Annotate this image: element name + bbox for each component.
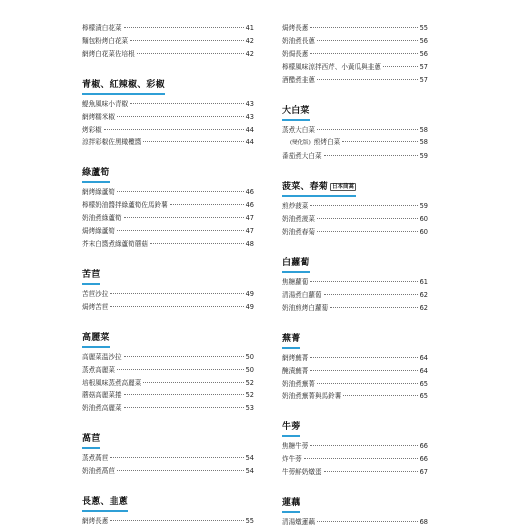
entry-title-wrap	[82, 212, 122, 225]
dot-leader	[117, 369, 244, 370]
dot-leader	[117, 116, 244, 117]
entry-title: 清湯燉蓮藕	[282, 518, 315, 527]
section-heading-text: 苦苣	[82, 269, 101, 280]
entry-page-number: 60	[419, 228, 428, 237]
toc-entry[interactable]	[82, 124, 254, 137]
entry-page-number: 44	[245, 138, 254, 147]
entry-page-number: 66	[419, 442, 428, 451]
entry-page-number: 43	[245, 99, 254, 108]
toc-entry[interactable]	[282, 124, 428, 137]
entry-page-number: 64	[419, 366, 428, 375]
entry-title: 高麗菜温沙拉	[82, 352, 122, 361]
dot-leader	[130, 40, 243, 41]
entry-title: 烤彩椒	[82, 125, 102, 134]
entry-title-wrap	[282, 466, 322, 479]
entry-title-wrap	[82, 452, 108, 465]
entry-title: 奶油煮蕪菁與馬鈴薯	[282, 392, 342, 401]
dot-leader	[317, 218, 418, 219]
toc-section	[82, 72, 254, 150]
entry-title-wrap	[82, 351, 122, 364]
entry-title-wrap	[282, 440, 308, 453]
entry-page-number: 58	[419, 138, 428, 147]
section-heading	[82, 332, 110, 348]
toc-entry[interactable]	[82, 389, 254, 402]
dot-leader	[310, 445, 417, 446]
dot-leader	[124, 356, 244, 357]
entry-title-wrap	[282, 378, 315, 391]
toc-entry[interactable]	[282, 516, 428, 529]
entry-title-wrap	[282, 289, 322, 302]
entry-page-number: 64	[419, 353, 428, 362]
toc-entry[interactable]	[282, 378, 428, 391]
toc-left-column	[82, 22, 254, 528]
entry-page-number: 65	[419, 379, 428, 388]
dot-leader	[104, 129, 244, 130]
toc-entry[interactable]	[282, 440, 428, 453]
entry-page-number: 55	[419, 24, 428, 32]
entry-page-number: 53	[245, 404, 254, 413]
entry-title: 奶油煮高麗菜	[82, 404, 122, 413]
entry-title: 奶焗長蔥	[282, 49, 309, 58]
entry-page-number: 50	[245, 365, 254, 374]
entry-title: 奶油煮蕪菁	[282, 379, 315, 388]
dot-leader	[124, 394, 244, 395]
dot-leader	[324, 155, 418, 156]
dot-leader	[110, 293, 243, 294]
entry-title: 網烤糯米椒	[82, 112, 115, 121]
toc-section	[82, 489, 254, 528]
entry-title-wrap	[282, 276, 308, 289]
toc-entry[interactable]	[282, 150, 428, 163]
toc-section	[82, 426, 254, 478]
dot-leader	[117, 230, 244, 231]
entry-title: 焦糖牛蒡	[282, 442, 309, 451]
entry-title-wrap	[282, 352, 308, 365]
toc-entry[interactable]	[82, 212, 254, 225]
toc-entry[interactable]	[82, 199, 254, 212]
dot-leader	[343, 395, 417, 396]
toc-entry[interactable]	[82, 22, 254, 35]
entry-title: 網烤蕪菁	[282, 353, 309, 362]
entry-page-number: 56	[419, 49, 428, 58]
dot-leader	[310, 281, 417, 282]
toc-section	[282, 490, 428, 529]
toc-entry[interactable]	[82, 238, 254, 251]
dot-leader	[317, 129, 418, 130]
dot-leader	[317, 79, 418, 80]
dot-leader	[310, 370, 417, 371]
toc-entry[interactable]	[82, 301, 254, 314]
entry-title-wrap	[82, 465, 115, 478]
dot-leader	[150, 243, 244, 244]
section-heading	[282, 497, 300, 513]
toc-entry[interactable]	[282, 466, 428, 479]
toc-entry[interactable]	[282, 35, 428, 48]
entry-title-wrap	[82, 238, 148, 251]
dot-leader	[110, 520, 243, 521]
entry-title-wrap	[82, 389, 122, 402]
entry-title-wrap	[282, 48, 308, 61]
entry-title: 煎炒菠菜	[282, 202, 309, 211]
toc-right-column	[282, 22, 428, 529]
section-heading	[282, 421, 300, 437]
entry-title: 檸檬漬白花菜	[82, 24, 122, 32]
dot-leader	[310, 205, 417, 206]
dot-leader	[117, 470, 244, 471]
section-heading	[82, 167, 110, 183]
dot-leader	[317, 521, 418, 522]
entry-title: 焦糖蘿蔔	[282, 277, 309, 286]
dot-leader	[170, 204, 244, 205]
section-heading-text: 青椒、紅辣椒、彩椒	[82, 79, 165, 90]
entry-title: 奶油煮萵苣	[82, 467, 115, 476]
entry-title-wrap	[282, 22, 308, 35]
dot-leader	[110, 306, 243, 307]
entry-title-wrap	[282, 61, 381, 74]
section-heading	[82, 433, 100, 449]
dot-leader	[317, 231, 418, 232]
entry-title-wrap	[282, 150, 322, 163]
entry-page-number: 48	[245, 239, 254, 248]
toc-entry[interactable]	[282, 61, 428, 74]
entry-page-number: 57	[419, 62, 428, 71]
dot-leader	[124, 407, 244, 408]
section-heading	[82, 269, 100, 285]
entry-page-number: 47	[245, 227, 254, 236]
entry-page-number: 46	[245, 201, 254, 210]
entry-title: 涼拌彩椒佐黑橄欖醬	[82, 138, 142, 147]
dot-leader	[383, 66, 418, 67]
entry-title: 焗烤苦苣	[82, 302, 109, 311]
toc-entry[interactable]	[82, 98, 254, 111]
toc-entry[interactable]	[282, 390, 428, 403]
entry-title-wrap	[282, 365, 308, 378]
entry-page-number: 68	[419, 518, 428, 527]
entry-page-number: 61	[419, 277, 428, 286]
section-heading-text: 牛蒡	[282, 422, 301, 433]
entry-page-number: 49	[245, 302, 254, 311]
entry-title-wrap	[282, 200, 308, 213]
entry-title-wrap	[82, 199, 168, 212]
entry-title: 奶油煮春菊	[282, 228, 315, 237]
toc-entry[interactable]	[282, 48, 428, 61]
toc-entry[interactable]	[282, 365, 428, 378]
entry-page-number: 59	[419, 202, 428, 211]
entry-title: 清湯煮白蘿蔔	[282, 290, 322, 299]
toc-entry[interactable]	[82, 288, 254, 301]
section-heading-text: 綠蘆筍	[82, 168, 110, 179]
entry-title: 網烤白花菜佐培根	[82, 49, 135, 58]
entry-title-wrap	[282, 124, 315, 137]
toc-entry[interactable]	[82, 364, 254, 377]
entry-page-number: 57	[419, 75, 428, 84]
toc-section	[282, 326, 428, 404]
entry-page-number: 56	[419, 36, 428, 45]
section-heading-text: 萵苣	[82, 434, 101, 445]
entry-title: 奶油煮綠蘆筍	[82, 214, 122, 223]
section-heading-text: 蕪菁	[282, 333, 301, 344]
entry-title-wrap	[82, 225, 115, 238]
section-heading-text: 白蘿蔔	[282, 257, 310, 268]
entry-title-wrap	[282, 136, 340, 150]
entry-title: 檸檬奶油醬拌綠蘆筍佐馬鈴薯	[82, 201, 168, 210]
dot-leader	[310, 27, 417, 28]
section-heading	[82, 79, 165, 95]
entry-title-wrap	[82, 98, 128, 111]
toc-entry[interactable]	[82, 48, 254, 61]
entry-title: 煎烤白菜	[313, 138, 341, 147]
entry-page-number: 54	[245, 467, 254, 476]
toc-entry[interactable]	[82, 35, 254, 48]
toc-entry[interactable]	[82, 186, 254, 199]
entry-title-wrap	[282, 213, 315, 226]
dot-leader	[110, 457, 243, 458]
entry-variant-label: (變化版)	[290, 140, 311, 147]
entry-page-number: 47	[245, 214, 254, 223]
section-heading	[282, 181, 356, 197]
toc-section	[282, 22, 428, 87]
dot-leader	[330, 307, 417, 308]
entry-page-number: 60	[419, 215, 428, 224]
entry-page-number: 55	[245, 517, 254, 526]
entry-title-wrap	[282, 453, 302, 466]
dot-leader	[124, 217, 244, 218]
dot-leader	[317, 383, 418, 384]
section-heading	[282, 257, 310, 273]
entry-title-wrap	[282, 516, 315, 529]
dot-leader	[304, 458, 418, 459]
entry-page-number: 42	[245, 36, 254, 45]
entry-page-number: 46	[245, 188, 254, 197]
dot-leader	[130, 103, 243, 104]
entry-title: 網烤綠蘆筍	[82, 188, 115, 197]
dot-leader	[310, 53, 417, 54]
entry-title: 番茄煮大白菜	[282, 152, 322, 161]
entry-page-number: 62	[419, 290, 428, 299]
entry-title: 蒸煮大白菜	[282, 125, 315, 134]
entry-title-wrap	[282, 74, 315, 87]
entry-page-number: 44	[245, 125, 254, 134]
section-heading-text: 菠菜、春菊	[282, 182, 329, 193]
entry-title-wrap	[82, 364, 115, 377]
section-heading-text: 長蔥、韭蔥	[82, 497, 129, 508]
entry-title: 焗烤長蔥	[282, 24, 309, 32]
entry-title-wrap	[282, 390, 341, 403]
entry-title: 醃漬蕪菁	[282, 366, 309, 375]
toc-entry[interactable]	[82, 452, 254, 465]
section-heading-tag: 日本茼蒿	[332, 184, 355, 191]
toc-entry[interactable]	[82, 351, 254, 364]
dot-leader	[342, 141, 417, 142]
entry-title-wrap	[282, 226, 315, 239]
entry-title-wrap	[82, 124, 102, 137]
entry-title: 奶油煮長蔥	[282, 36, 315, 45]
toc-section	[282, 98, 428, 164]
toc-section	[282, 250, 428, 315]
entry-title-wrap	[82, 48, 135, 61]
dot-leader	[143, 141, 243, 142]
toc-entry[interactable]	[82, 377, 254, 390]
toc-section	[82, 262, 254, 314]
toc-entry[interactable]	[282, 213, 428, 226]
dot-leader	[324, 294, 418, 295]
entry-title: 麵包粉烤白花菜	[82, 36, 129, 45]
toc-entry[interactable]	[282, 22, 428, 35]
entry-page-number: 41	[245, 24, 254, 32]
toc-section	[82, 325, 254, 416]
entry-title: 蒸煮高麗菜	[82, 365, 115, 374]
entry-title: 培根風味蒸煮高麗菜	[82, 378, 142, 387]
dot-leader	[324, 471, 418, 472]
toc-section	[282, 414, 428, 479]
section-heading-text: 高麗菜	[82, 332, 110, 343]
toc-entry[interactable]	[282, 352, 428, 365]
entry-page-number: 52	[245, 391, 254, 400]
entry-page-number: 58	[419, 125, 428, 134]
entry-title: 檸檬風味涼拌西芹、小黃瓜與韭蔥	[282, 62, 381, 71]
entry-title-wrap	[82, 515, 108, 528]
toc-section	[282, 174, 428, 239]
entry-page-number: 59	[419, 152, 428, 161]
entry-page-number: 42	[245, 49, 254, 58]
entry-title: 焗烤綠蘆筍	[82, 227, 115, 236]
toc-entry[interactable]	[282, 453, 428, 466]
entry-title-wrap	[82, 35, 128, 48]
dot-leader	[124, 27, 244, 28]
entry-title-wrap	[82, 111, 115, 124]
toc-entry[interactable]	[82, 111, 254, 124]
entry-page-number: 67	[419, 468, 428, 477]
dot-leader	[117, 191, 244, 192]
dot-leader	[137, 53, 244, 54]
dot-leader	[310, 357, 417, 358]
entry-title: 網烤長蔥	[82, 517, 109, 526]
section-heading	[282, 333, 300, 349]
toc-entry[interactable]	[282, 200, 428, 213]
toc-entry[interactable]	[82, 225, 254, 238]
toc-entry[interactable]	[82, 515, 254, 528]
toc-section	[82, 22, 254, 61]
entry-title: 苦苣沙拉	[82, 289, 109, 298]
section-heading-text: 大白菜	[282, 105, 310, 116]
entry-page-number: 52	[245, 378, 254, 387]
toc-entry[interactable]	[282, 302, 428, 315]
toc-entry[interactable]	[282, 276, 428, 289]
entry-title: 酒醋煮韭蔥	[282, 75, 315, 84]
toc-entry[interactable]	[82, 136, 254, 149]
toc-entry[interactable]	[282, 289, 428, 302]
entry-title-wrap	[82, 377, 141, 390]
entry-page-number: 43	[245, 112, 254, 121]
entry-title-wrap	[82, 402, 122, 415]
entry-title: 炸牛蒡	[282, 455, 302, 464]
entry-title: 蘑菇高麗菜捲	[82, 391, 122, 400]
section-heading	[282, 105, 310, 121]
entry-title-wrap	[82, 288, 108, 301]
entry-title: 牛蒡鮮奶燉蛋	[282, 468, 322, 477]
entry-page-number: 66	[419, 455, 428, 464]
section-heading	[82, 496, 128, 512]
entry-page-number: 62	[419, 303, 428, 312]
toc-entry[interactable]	[82, 402, 254, 415]
entry-page-number: 50	[245, 352, 254, 361]
entry-title-wrap	[282, 35, 315, 48]
section-heading-text: 蓮藕	[282, 498, 301, 509]
entry-title: 奶油煮菠菜	[282, 215, 315, 224]
entry-title-wrap	[82, 186, 115, 199]
entry-title-wrap	[82, 136, 141, 149]
entry-page-number: 65	[419, 392, 428, 401]
entry-title-wrap	[282, 302, 328, 315]
toc-entry[interactable]	[282, 226, 428, 239]
dot-leader	[143, 382, 243, 383]
entry-title: 鯷魚風味小青椒	[82, 99, 129, 108]
toc-entry[interactable]	[82, 465, 254, 478]
entry-page-number: 54	[245, 454, 254, 463]
toc-entry[interactable]	[282, 74, 428, 87]
entry-title: 芥末白醬煮綠蘆筍蘑菇	[82, 239, 148, 248]
entry-title-wrap	[82, 301, 108, 314]
entry-title-wrap	[82, 22, 122, 35]
toc-section	[82, 160, 254, 251]
entry-title: 蒸煮萵苣	[82, 454, 109, 463]
dot-leader	[317, 40, 418, 41]
entry-title: 奶油煎烤白蘿蔔	[282, 303, 329, 312]
toc-entry[interactable]	[282, 136, 428, 150]
entry-page-number: 49	[245, 289, 254, 298]
